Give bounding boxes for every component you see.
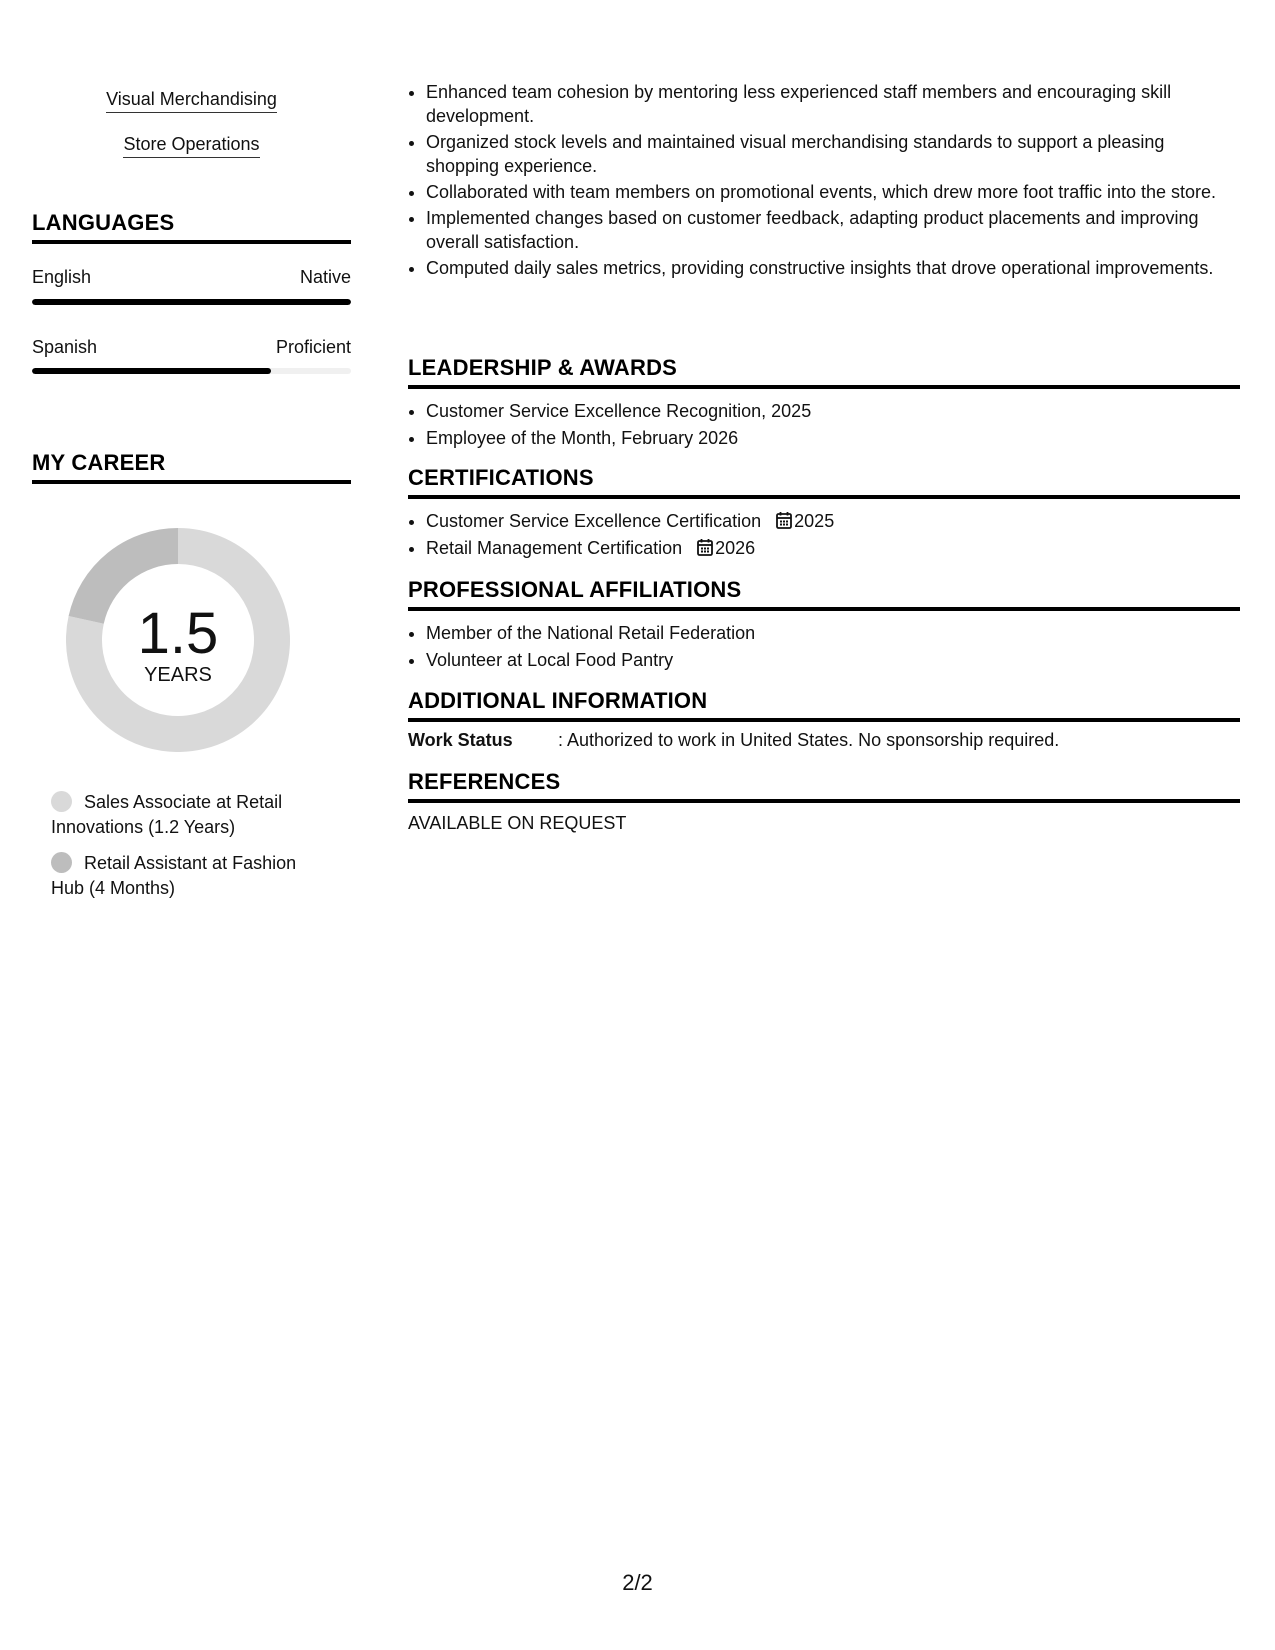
section-title-awards: LEADERSHIP & AWARDS bbox=[408, 355, 1240, 389]
list-item bbox=[426, 509, 1240, 533]
experience-list bbox=[408, 80, 1240, 280]
language-proficiency-fill bbox=[32, 299, 351, 305]
references-text: AVAILABLE ON REQUEST bbox=[408, 813, 627, 833]
career-total-unit: YEARS bbox=[144, 664, 212, 686]
skill-tag: Visual Merchandising bbox=[32, 88, 351, 113]
language-name: Spanish bbox=[32, 337, 98, 357]
career-legend-label: Retail Assistant at Fashion Hub (4 Months) bbox=[51, 853, 297, 898]
language-level: Proficient bbox=[275, 337, 351, 357]
list-item: • Organized stock levels and maintained visual merchandising standards to support a pleasing shopping experience. bbox=[426, 130, 1240, 178]
affiliations-section bbox=[408, 577, 1240, 675]
certification-year: 2026 bbox=[715, 538, 756, 558]
career-legend-item bbox=[51, 851, 331, 901]
list-item: • Member of the National Retail Federation bbox=[426, 621, 1240, 645]
career-section bbox=[32, 450, 351, 484]
certification-year: 2025 bbox=[794, 511, 835, 531]
language-level: Native bbox=[299, 267, 351, 287]
list-item: • Computed daily sales metrics, providing constructive insights that drove operational improvements. bbox=[426, 256, 1240, 280]
list-item: • Implemented changes based on customer feedback, adapting product placements and improving overall satisfaction. bbox=[426, 206, 1240, 254]
languages-section bbox=[32, 210, 351, 244]
section-title-references: REFERENCES bbox=[408, 769, 1240, 803]
work-status-row bbox=[408, 730, 1240, 751]
section-title-certifications: CERTIFICATIONS bbox=[408, 465, 1240, 499]
language-row bbox=[32, 267, 351, 288]
work-status-value: : Authorized to work in United States. No sponsorship required. bbox=[558, 730, 1060, 750]
certifications-list bbox=[408, 509, 1240, 560]
section-title-additional: ADDITIONAL INFORMATION bbox=[408, 688, 1240, 722]
career-legend-item bbox=[51, 790, 331, 840]
list-item: • Volunteer at Local Food Pantry bbox=[426, 648, 1240, 672]
language-row bbox=[32, 337, 351, 358]
list-item: • Customer Service Excellence Recognition, 2025 bbox=[426, 399, 1240, 423]
list-item: • Enhanced team cohesion by mentoring less experienced staff members and encouraging skill development. bbox=[426, 80, 1240, 128]
language-proficiency-bar bbox=[32, 368, 351, 374]
legend-dot bbox=[51, 852, 72, 873]
section-title-affiliations: PROFESSIONAL AFFILIATIONS bbox=[408, 577, 1240, 611]
career-legend-label: Sales Associate at Retail Innovations (1.2 Years) bbox=[51, 792, 283, 837]
affiliations-list bbox=[408, 621, 1240, 672]
certification-name: Retail Management Certification bbox=[426, 538, 683, 558]
certification-name: Customer Service Excellence Certification bbox=[426, 511, 762, 531]
references-section bbox=[408, 769, 1240, 834]
certifications-section bbox=[408, 465, 1240, 563]
list-item: • Collaborated with team members on promotional events, which drew more foot traffic into the store. bbox=[426, 180, 1240, 204]
calendar-icon bbox=[697, 538, 713, 556]
calendar-icon bbox=[776, 511, 792, 529]
list-item bbox=[426, 536, 1240, 560]
skill-tag: Store Operations bbox=[32, 133, 351, 158]
work-status-label: Work Status bbox=[408, 730, 513, 750]
language-proficiency-bar bbox=[32, 299, 351, 305]
additional-info-section bbox=[408, 688, 1240, 751]
career-donut-chart bbox=[66, 528, 290, 752]
legend-dot bbox=[51, 791, 72, 812]
language-name: English bbox=[32, 267, 92, 287]
section-title-languages: LANGUAGES bbox=[32, 210, 351, 244]
section-title-career: MY CAREER bbox=[32, 450, 351, 484]
list-item: • Employee of the Month, February 2026 bbox=[426, 426, 1240, 450]
page-number: 2/2 bbox=[622, 1570, 653, 1595]
career-total-value: 1.5 bbox=[137, 601, 219, 666]
experience-bullets bbox=[408, 80, 1240, 282]
awards-section bbox=[408, 355, 1240, 453]
awards-list bbox=[408, 399, 1240, 450]
language-proficiency-fill bbox=[32, 368, 271, 374]
